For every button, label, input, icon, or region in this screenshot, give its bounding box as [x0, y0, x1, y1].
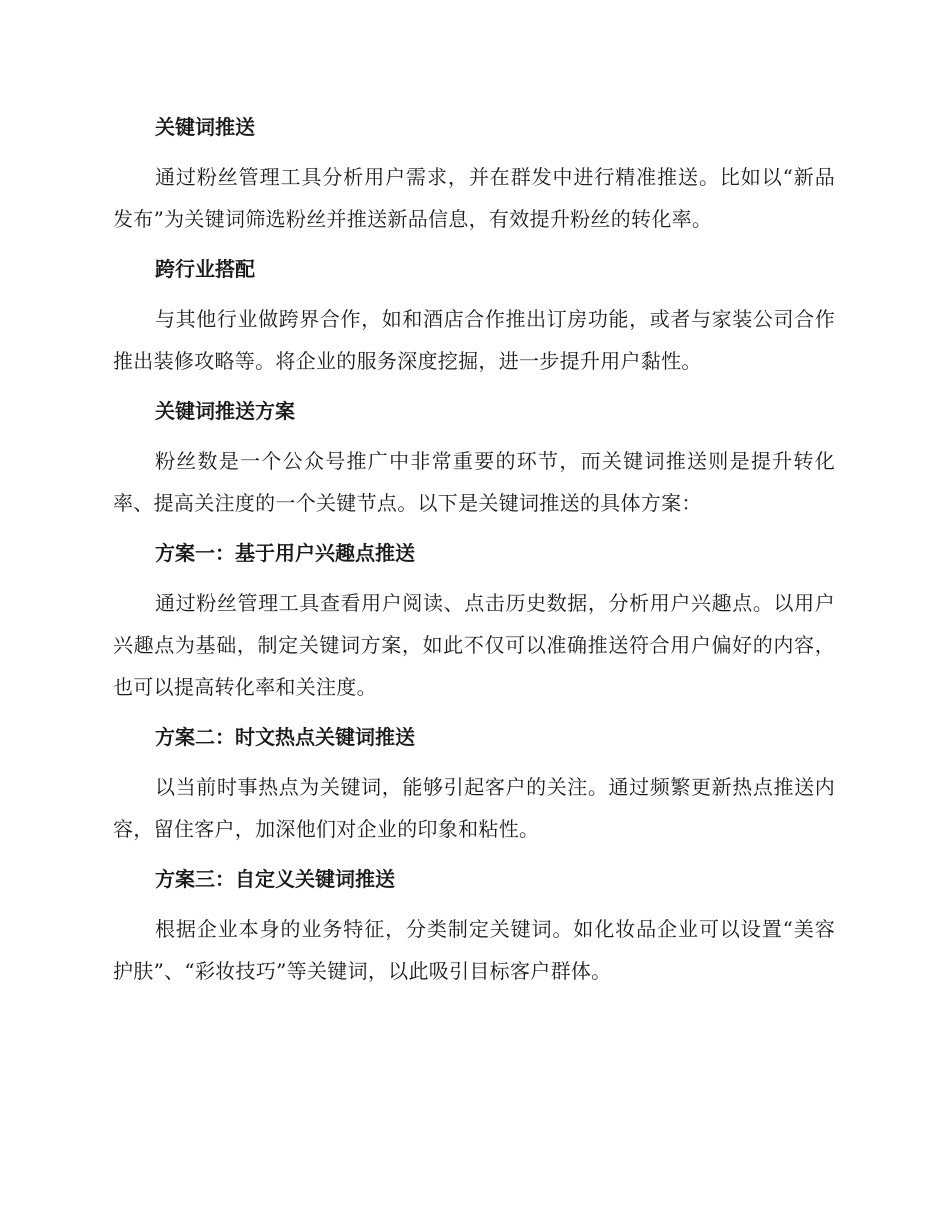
section-heading: 关键词推送 — [155, 115, 255, 139]
document-body — [113, 110, 835, 1004]
section-paragraph: 以当前时事热点为关键词，能够引起客户的关注。通过频繁更新热点推送内容，留住客户，加深他们对企业的印象和粘性。 — [113, 775, 835, 841]
section-heading: 关键词推送方案 — [155, 399, 295, 423]
section-heading: 跨行业搭配 — [155, 257, 255, 281]
section-paragraph: 根据企业本身的业务特征，分类制定关键词。如化妆品企业可以设置“美容护肤”、“彩妆技巧”等关键词，以此吸引目标客户群体。 — [113, 917, 835, 983]
section-paragraph: 通过粉丝管理工具分析用户需求，并在群发中进行精准推送。比如以“新品发布”为关键词筛选粉丝并推送新品信息，有效提升粉丝的转化率。 — [113, 165, 835, 231]
section-heading: 方案二：时文热点关键词推送 — [155, 725, 415, 749]
section-paragraph: 通过粉丝管理工具查看用户阅读、点击历史数据，分析用户兴趣点。以用户兴趣点为基础，制定关键词方案，如此不仅可以准确推送符合用户偏好的内容，也可以提高转化率和关注度。 — [113, 591, 835, 699]
section-heading: 方案一：基于用户兴趣点推送 — [155, 541, 415, 565]
section-paragraph: 与其他行业做跨界合作，如和酒店合作推出订房功能，或者与家装公司合作推出装修攻略等。将企业的服务深度挖掘，进一步提升用户黏性。 — [113, 307, 835, 373]
section-paragraph: 粉丝数是一个公众号推广中非常重要的环节，而关键词推送则是提升转化率、提高关注度的一个关键节点。以下是关键词推送的具体方案： — [113, 449, 835, 515]
section-heading: 方案三：自定义关键词推送 — [155, 867, 395, 891]
